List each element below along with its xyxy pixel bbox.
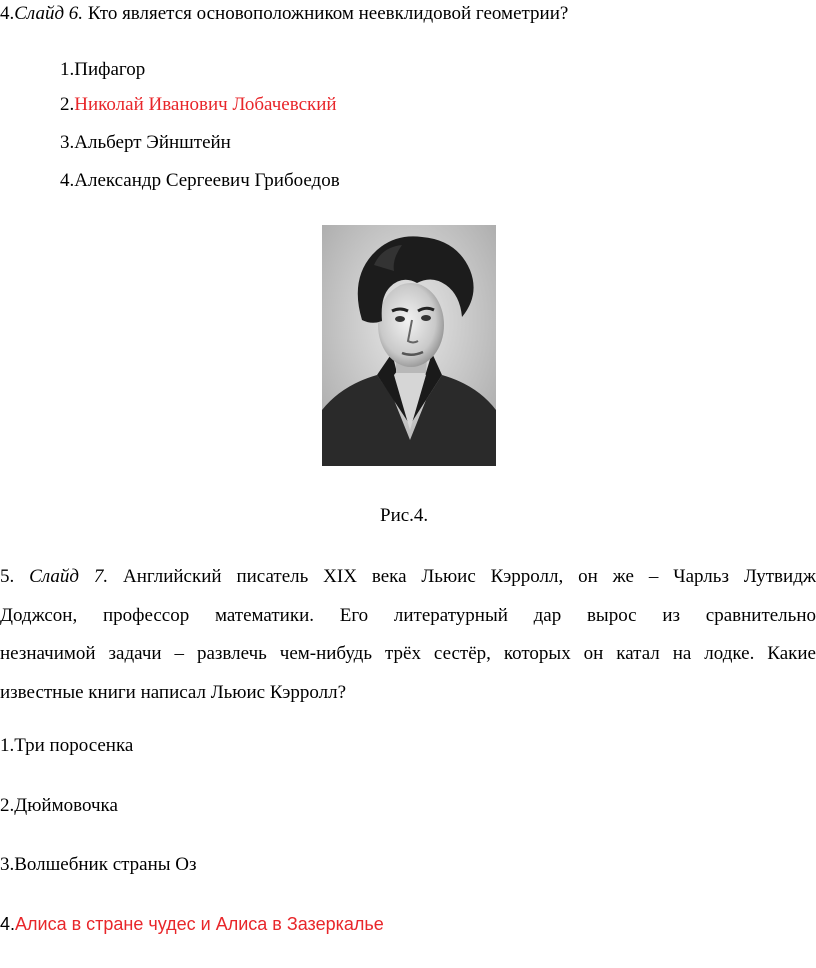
option-number: 3. (0, 854, 15, 875)
question-number: 4. (0, 3, 15, 24)
paragraph-text: известные книги написал Льюис Кэрролл? (0, 681, 347, 703)
option-number: 3. (60, 132, 75, 153)
question-5-paragraph (0, 558, 816, 712)
question-5-option-4-correct (0, 912, 384, 937)
paragraph-line (0, 558, 816, 597)
question-4-option-3 (60, 131, 231, 155)
correct-answer-text: Николай Иванович Лобачевский (74, 94, 337, 115)
option-text: Александр Сергеевич Грибоедов (74, 170, 340, 191)
paragraph-line (0, 674, 816, 713)
correct-answer-text: Алиса в стране чудес и Алиса в Зазеркалье (15, 914, 384, 934)
slide-label: Слайд 7. (29, 566, 109, 587)
option-number: 1. (60, 59, 75, 80)
option-number: 2. (0, 795, 15, 816)
question-5-option-2 (0, 794, 118, 818)
option-number: 2. (60, 94, 75, 115)
question-4-option-1 (60, 58, 145, 82)
option-text: Три поросенка (14, 735, 134, 756)
question-4-option-4 (60, 169, 340, 193)
paragraph-text: Английский писатель XIX века Льюис Кэрролл, он же – Чарльз Лутвидж (108, 566, 816, 587)
question-5-option-3 (0, 853, 197, 877)
paragraph-line (0, 597, 816, 636)
paragraph-text: Доджсон, профессор математики. Его литературный дар вырос из сравнительно (0, 604, 816, 626)
figure-caption: Рис.4. (380, 505, 429, 526)
question-4-option-2-correct (60, 93, 337, 117)
option-text: Альберт Эйнштейн (74, 132, 231, 153)
option-text: Волшебник страны Оз (14, 854, 197, 875)
option-text: Пифагор (74, 59, 146, 80)
slide-label: Слайд 6. (14, 3, 84, 24)
option-number: 4. (0, 914, 16, 934)
paragraph-text: незначимой задачи – развлечь чем-нибудь трёх сестёр, которых он катал на лодке. Какие (0, 643, 816, 664)
portrait-image (322, 225, 496, 466)
option-text: Дюймовочка (14, 795, 118, 816)
option-number: 4. (60, 170, 75, 191)
question-text: Кто является основоположником неевклидовой геометрии? (83, 3, 569, 24)
question-5-option-1 (0, 734, 133, 758)
question-4-heading (0, 2, 568, 26)
question-number: 5. (0, 566, 30, 587)
paragraph-line (0, 635, 816, 674)
option-number: 1. (0, 735, 15, 756)
